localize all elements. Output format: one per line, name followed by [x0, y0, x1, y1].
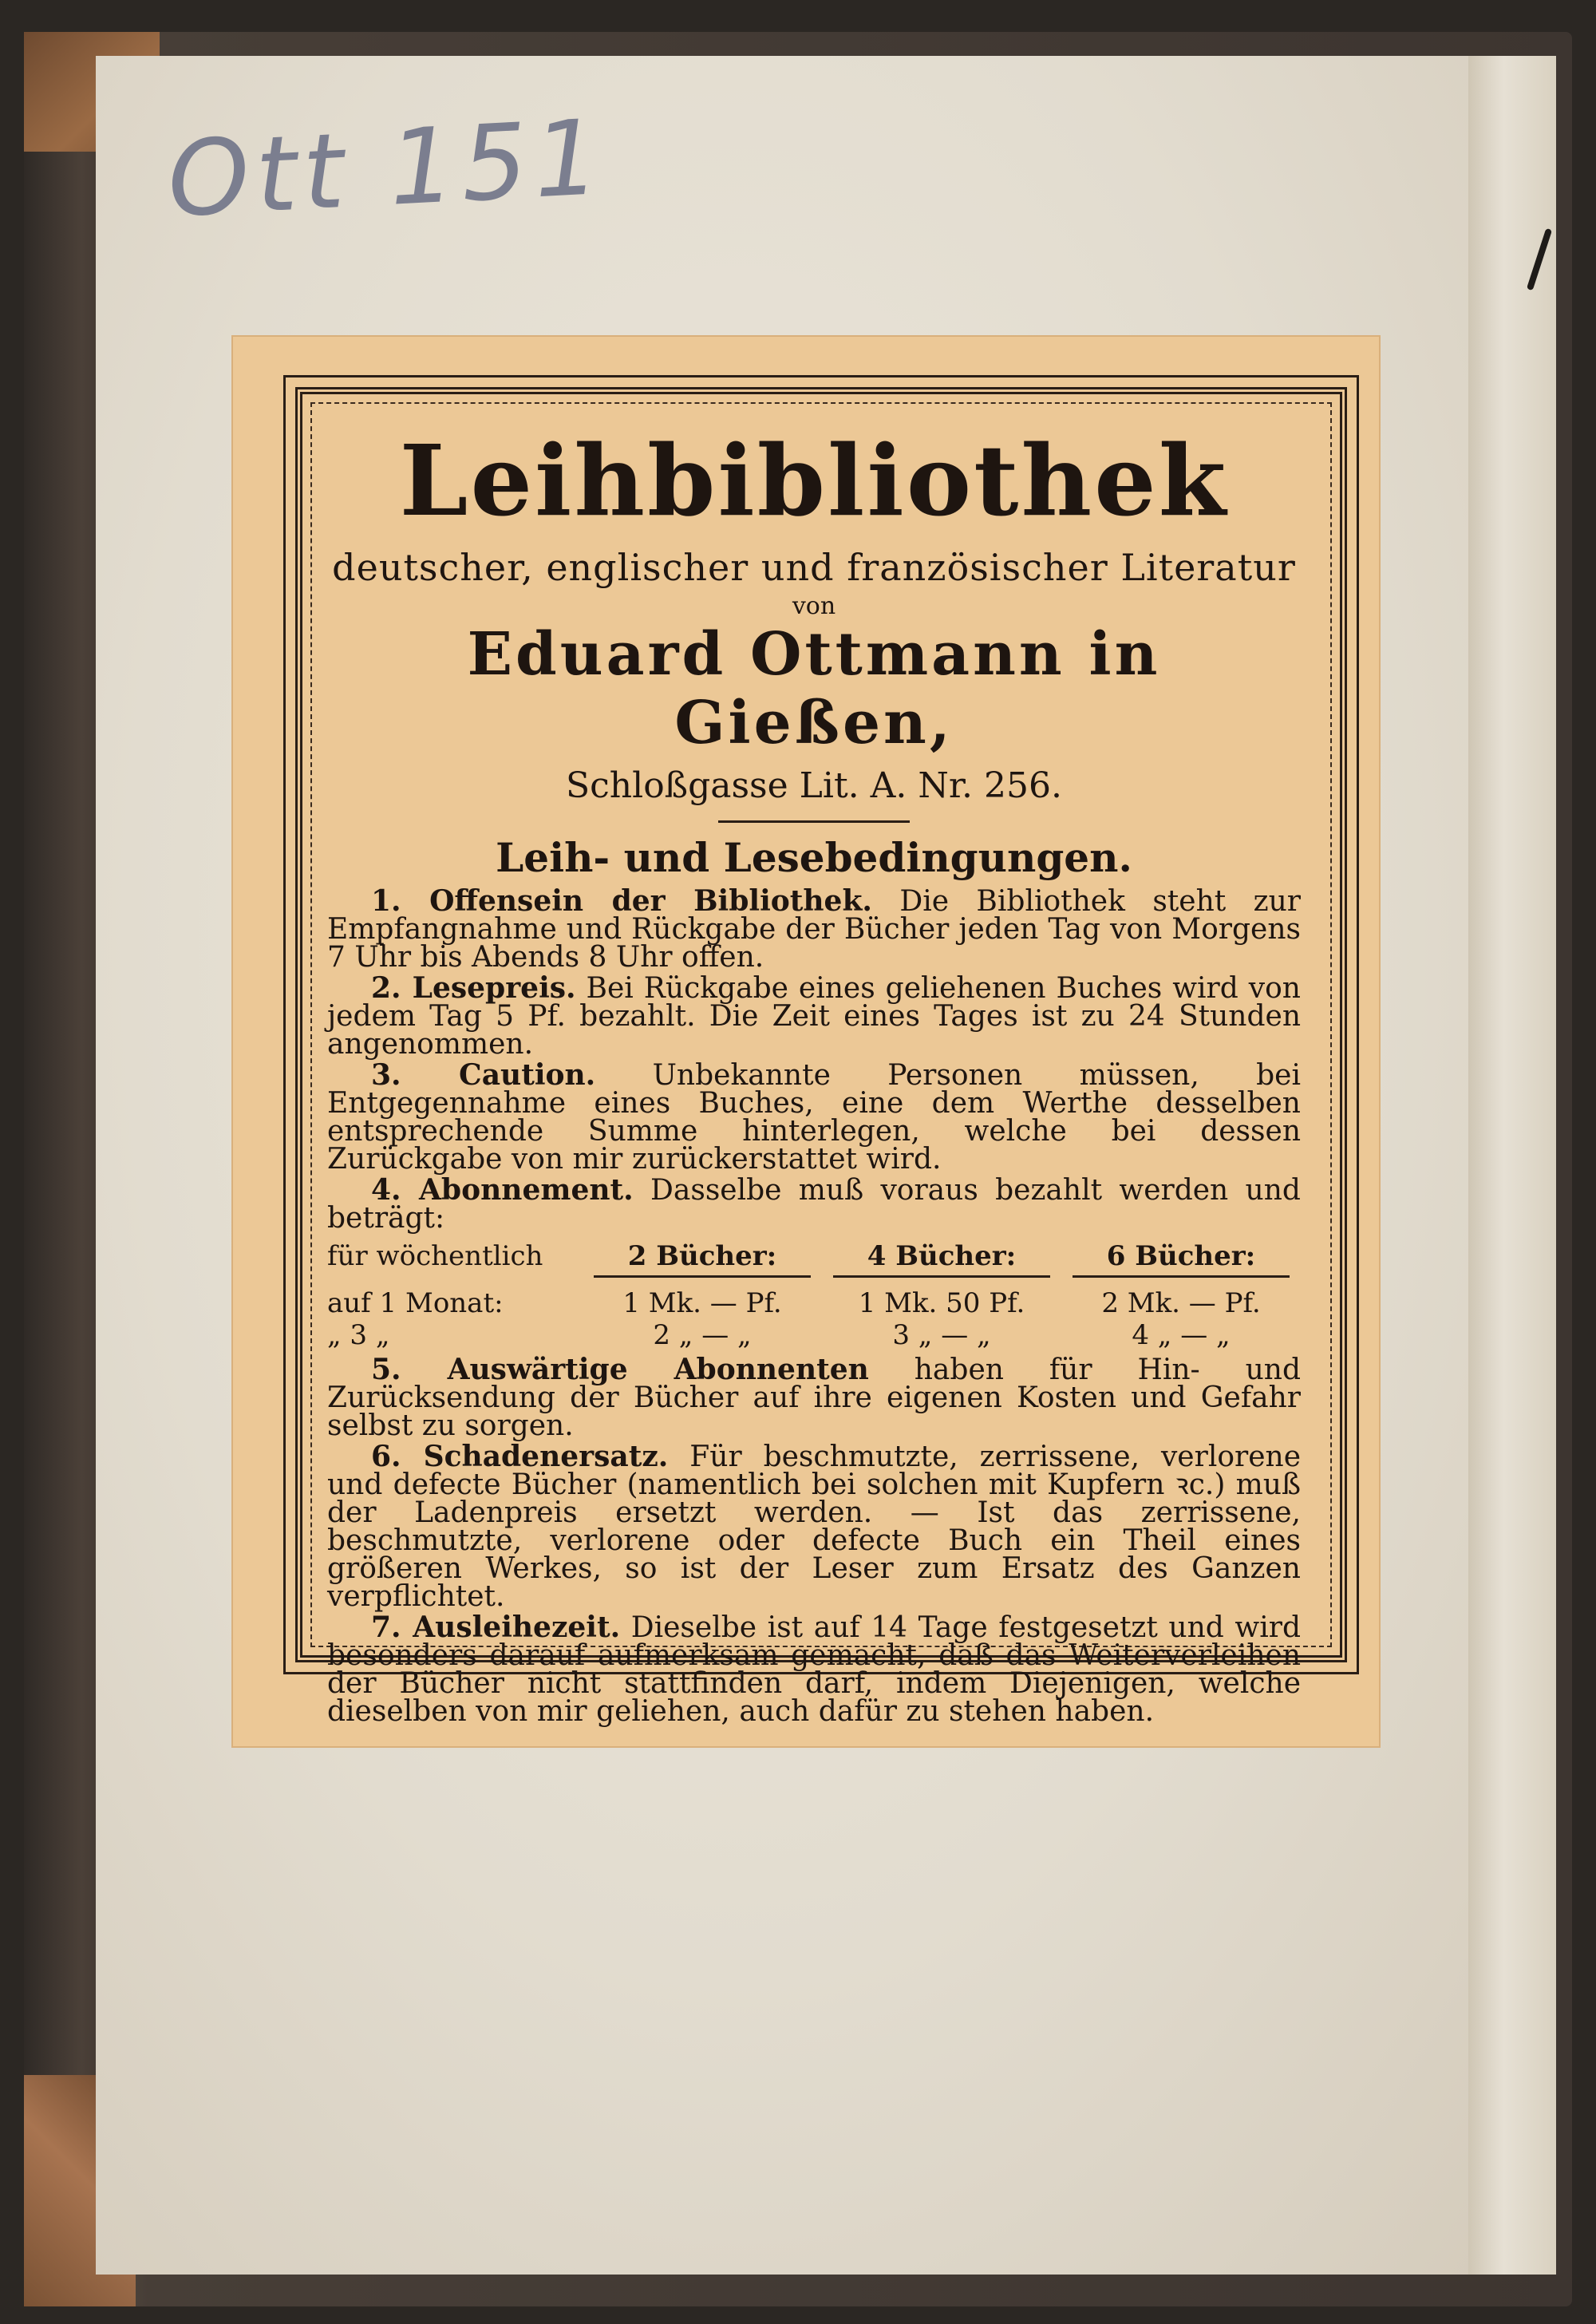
- condition-2: [327, 971, 1301, 1061]
- rates-row2-cell: 2 „ — „: [653, 1319, 752, 1351]
- condition-6-lead: 6. Schadenersatz.: [371, 1440, 669, 1473]
- label-content: [327, 407, 1301, 1729]
- condition-5: [327, 1353, 1302, 1442]
- handwritten-shelfmark: Ott 151: [164, 96, 610, 241]
- label-owner: Eduard Ottmann in Gießen,: [467, 620, 1161, 757]
- rates-row1-cell: 1 Mk. 50 Pf.: [858, 1287, 1025, 1319]
- condition-3: [327, 1058, 1301, 1176]
- condition-1-text: Die Bibliothek steht zur Empfangnahme und Rückgabe der Bücher jeden Tag von Morgens 7 Uhr bis Abends 8 Uhr offen.: [327, 885, 1301, 974]
- rates-header-6: 6 Bücher:: [1073, 1240, 1290, 1278]
- rates-row1-cell: 2 Mk. — Pf.: [1101, 1287, 1261, 1319]
- condition-2-lead: 2. Lesepreis.: [371, 971, 576, 1005]
- condition-4: [327, 1173, 1301, 1235]
- label-title: Leihbibliothek: [399, 423, 1229, 538]
- condition-7: [327, 1611, 1302, 1728]
- label-address: Schloßgasse Lit. A. Nr. 256.: [566, 765, 1062, 806]
- condition-7-text: Dieselbe ist auf 14 Tage festgesetzt und wird besonders darauf aufmerksam gemacht, daß das Weiterverleihen der Bücher nicht stattfinden darf, indem Diejenigen, welche dieselben von mir geliehen, auch dafür zu stehen haben.: [327, 1611, 1302, 1728]
- divider-rule: [718, 820, 910, 823]
- rates-row2-cell: 4 „ — „: [1132, 1319, 1231, 1351]
- condition-1: [327, 884, 1301, 974]
- rates-row1-cell: 1 Mk. — Pf.: [622, 1287, 782, 1319]
- rates-header-2: 2 Bücher:: [594, 1240, 811, 1278]
- rates-row2-label: „ 3 „: [327, 1319, 390, 1351]
- rates-weekly-label: für wöchentlich: [327, 1240, 543, 1272]
- condition-3-lead: 3. Caution.: [371, 1058, 596, 1092]
- condition-6-text: Für beschmutzte, zerrissene, verlorene und defecte Bücher (namentlich bei solchen mit Kupfern ꝛc.) muß der Ladenpreis ersetzt werden. — Ist das zerrissene, beschmutzte, verlorene oder defecte Buch ein Theil eines größeren Werkes, so ist der Leser zum Ersatz des Ganzen verpflichtet.: [327, 1441, 1302, 1613]
- condition-3-text: Unbekannte Personen müssen, bei Entgegennahme eines Buches, eine dem Werthe desselben entsprechende Summe hinterlegen, welche bei dessen Zurückgabe von mir zurückerstattet wird.: [327, 1059, 1301, 1176]
- rates-row1-label: auf 1 Monat:: [327, 1287, 504, 1319]
- condition-5-text: haben für Hin- und Zurücksendung der Bücher auf ihre eigenen Kosten und Gefahr selbst zu sorgen.: [327, 1354, 1302, 1442]
- condition-4-lead: 4. Abonnement.: [371, 1173, 634, 1207]
- condition-6: [327, 1440, 1302, 1613]
- label-subtitle: deutscher, englischer und französischer Literatur: [332, 546, 1296, 589]
- condition-7-lead: 7. Ausleihezeit.: [371, 1611, 621, 1644]
- condition-5-lead: 5. Auswärtige Abonnenten: [371, 1353, 869, 1386]
- condition-1-lead: 1. Offensein der Bibliothek.: [371, 884, 872, 918]
- subscription-rates-table: [327, 1240, 1301, 1351]
- condition-2-text: Bei Rückgabe eines geliehenen Buches wird von jedem Tag 5 Pf. bezahlt. Die Zeit eines Tages ist zu 24 Stunden angenommen.: [327, 972, 1301, 1061]
- condition-4-text: Dasselbe muß voraus bezahlt werden und beträgt:: [327, 1174, 1301, 1235]
- rates-row2-cell: 3 „ — „: [892, 1319, 991, 1351]
- paper-fold-edge: [1468, 56, 1556, 2275]
- label-von: von: [792, 592, 836, 620]
- conditions-heading: Leih- und Lesebedingungen.: [496, 834, 1132, 881]
- rates-header-4: 4 Bücher:: [833, 1240, 1050, 1278]
- library-label: [231, 335, 1381, 1748]
